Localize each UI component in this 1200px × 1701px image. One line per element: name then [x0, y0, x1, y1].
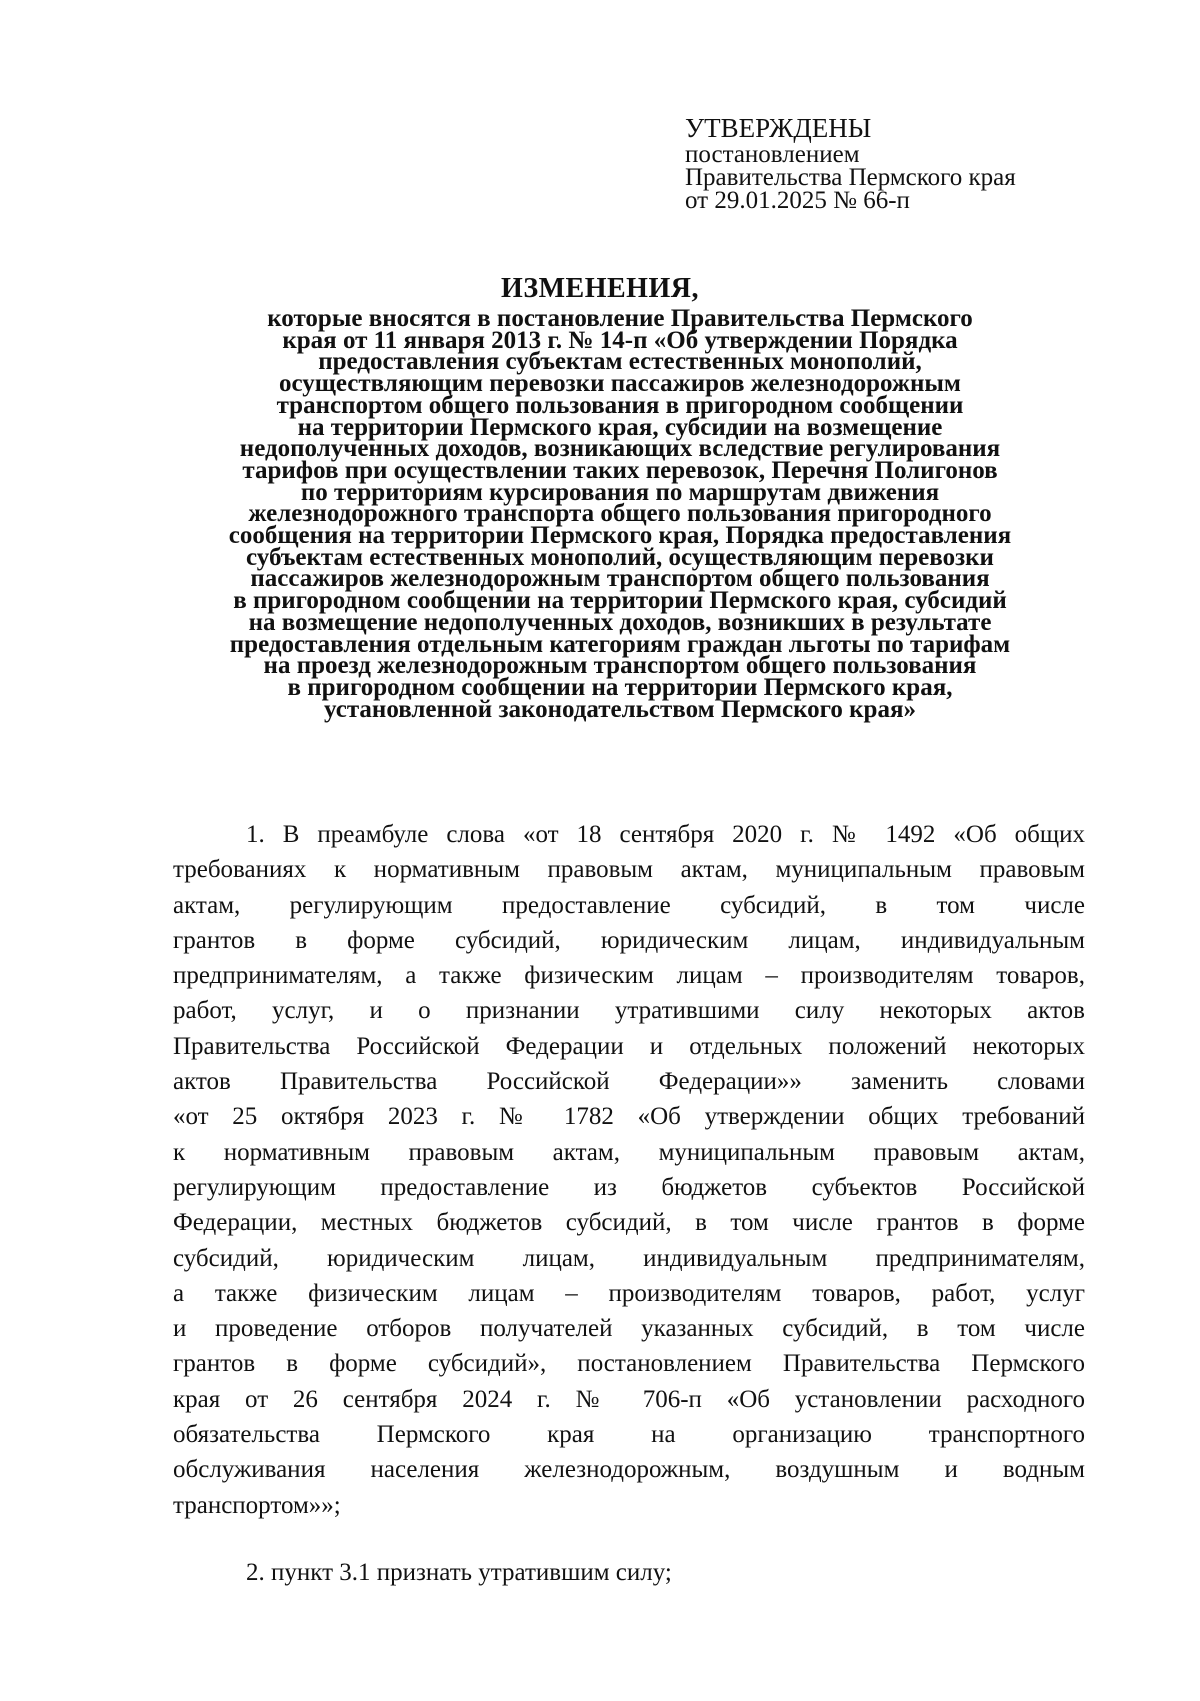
paragraph-line: субсидий, юридическим лицам, индивидуальным предпринимателям,	[173, 1244, 1085, 1272]
approval-heading: УТВЕРЖДЕНЫ	[685, 113, 872, 143]
item-2-paragraph: 2. пункт 3.1 признать утратившим силу;	[246, 1559, 672, 1586]
approval-line: Правительства Пермского края	[685, 164, 1016, 191]
paragraph-line: требованиях к нормативным правовым актам, муниципальным правовым	[173, 856, 1085, 884]
subtitle-line: недополученных доходов, возникающих вследствие регулирования	[239, 435, 1001, 463]
paragraph-line: края от 26 сентября 2024 г. № 706-п «Об установлении расходного	[173, 1385, 1085, 1413]
subtitle-line: на территории Пермского края, субсидии на возмещение	[297, 413, 943, 441]
subtitle-line: железнодорожного транспорта общего пользования пригородного	[248, 500, 992, 528]
paragraph-line: Федерации, местных бюджетов субсидий, в том числе грантов в форме	[173, 1209, 1085, 1237]
subtitle-line: пассажиров железнодорожным транспортом общего пользования	[250, 565, 990, 593]
paragraph-line: а также физическим лицам – производителям товаров, работ, услуг	[173, 1279, 1085, 1307]
document-subtitle	[175, 305, 1065, 723]
subtitle-line: предоставления отдельным категориям граждан льготы по тарифам	[229, 630, 1011, 658]
subtitle-line: по территориям курсирования по маршрутам движения	[300, 478, 940, 506]
paragraph-line: регулирующим предоставление из бюджетов субъектов Российской	[173, 1173, 1085, 1201]
subtitle-line: тарифов при осуществлении таких перевозок, Перечня Полигонов	[242, 456, 998, 484]
paragraph-line: Правительства Российской Федерации и отдельных положений некоторых	[173, 1032, 1085, 1060]
subtitle-line: на возмещение недополученных доходов, возникших в результате	[248, 608, 992, 636]
paragraph-line: предпринимателям, а также физическим лицам – производителям товаров,	[173, 962, 1085, 990]
subtitle-line: установленной законодательством Пермского края»	[324, 695, 916, 723]
paragraph-line: работ, услуг, и о признании утратившими силу некоторых актов	[173, 997, 1085, 1025]
document-title: ИЗМЕНЕНИЯ,	[501, 273, 699, 304]
paragraph-line: грантов в форме субсидий, юридическим лицам, индивидуальным	[173, 926, 1085, 954]
subtitle-line: в пригородном сообщении на территории Пермского края, субсидий	[233, 587, 1007, 615]
approval-stamp	[685, 113, 1145, 212]
paragraph-line: «от 25 октября 2023 г. № 1782 «Об утверждении общих требований	[173, 1103, 1085, 1131]
approval-date-number: от 29.01.2025 № 66-п	[685, 187, 910, 214]
paragraph-line: актов Правительства Российской Федерации»» заменить словами	[173, 1068, 1085, 1096]
approval-line: постановлением	[685, 141, 860, 168]
paragraph-line: к нормативным правовым актам, муниципальным правовым актам,	[173, 1138, 1085, 1166]
paragraph-line: грантов в форме субсидий», постановлением Правительства Пермского	[173, 1350, 1085, 1378]
subtitle-line: на проезд железнодорожным транспортом общего пользования	[263, 652, 977, 680]
item-1-paragraph	[173, 817, 1085, 1523]
paragraph-line: и проведение отборов получателей указанных субсидий, в том числе	[173, 1315, 1085, 1343]
paragraph-line: транспортом»»;	[173, 1491, 341, 1519]
subtitle-line: в пригородном сообщении на территории Пермского края,	[287, 673, 953, 701]
paragraph-line: актам, регулирующим предоставление субсидий, в том числе	[173, 891, 1085, 919]
subtitle-line: осуществляющим перевозки пассажиров железнодорожным	[279, 370, 961, 398]
subtitle-line: края от 11 января 2013 г. № 14-п «Об утверждении Порядка	[282, 326, 958, 354]
subtitle-line: сообщения на территории Пермского края, Порядка предоставления	[228, 522, 1012, 550]
subtitle-line: которые вносятся в постановление Правительства Пермского	[267, 305, 973, 332]
paragraph-line: 1. В преамбуле слова «от 18 сентября 2020 г. № 1492 «Об общих	[246, 821, 1085, 848]
subtitle-line: предоставления субъектам естественных монополий,	[318, 348, 922, 376]
paragraph-line: обслуживания населения железнодорожным, воздушным и водным	[173, 1456, 1085, 1484]
subtitle-line: субъектам естественных монополий, осуществляющим перевозки	[246, 543, 994, 571]
paragraph-line: обязательства Пермского края на организацию транспортного	[173, 1421, 1085, 1449]
subtitle-line: транспортом общего пользования в пригородном сообщении	[276, 391, 964, 419]
